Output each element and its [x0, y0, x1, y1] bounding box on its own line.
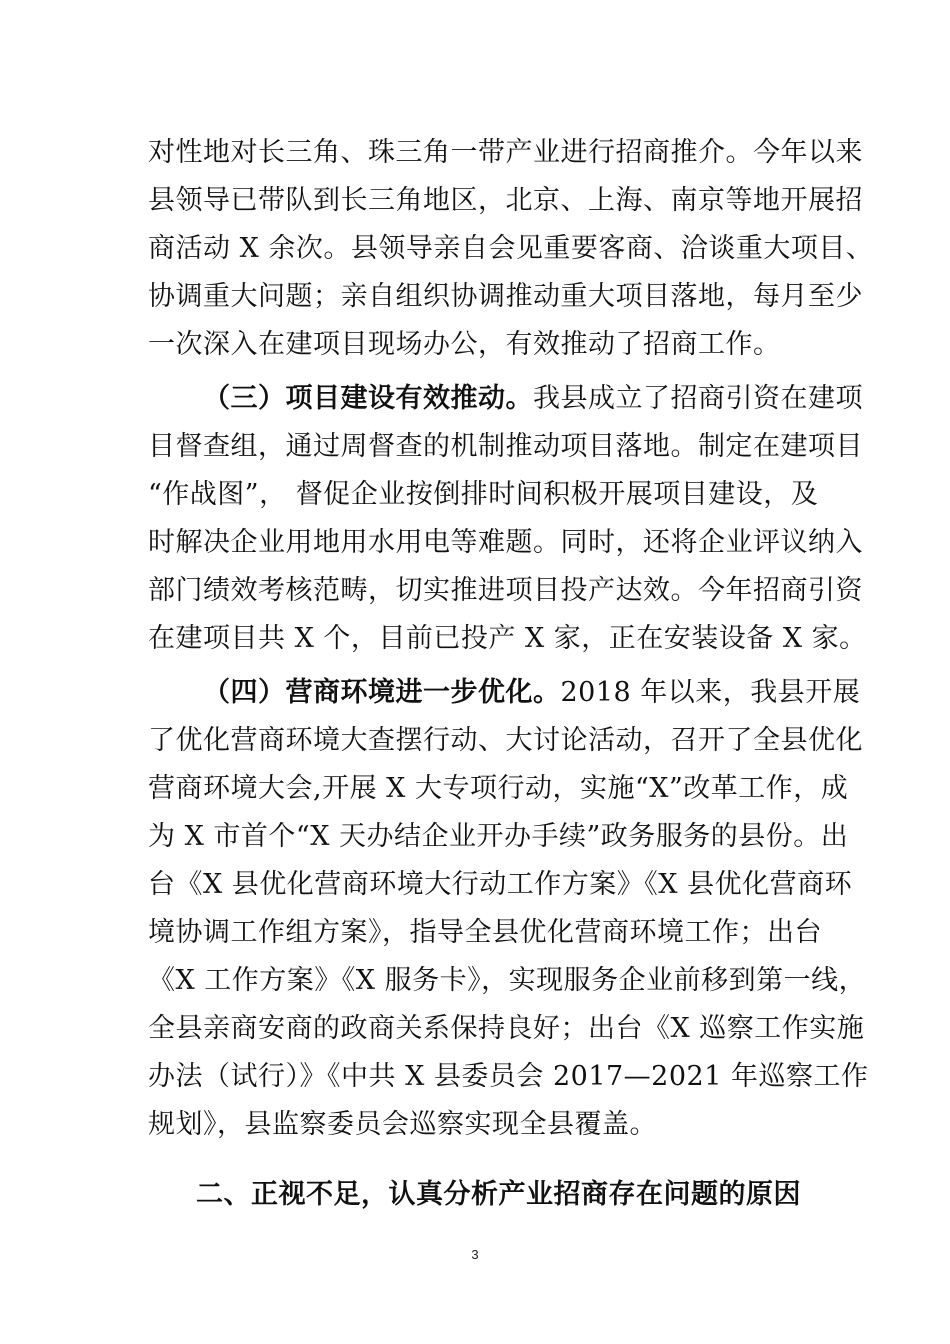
body-line-1: 对性地对长三角、珠三角一带产业进行招商推介。今年以来: [148, 137, 863, 168]
section3-lead: 我县成立了招商引资在建项: [533, 383, 863, 414]
page-number: 3: [471, 1247, 479, 1262]
section3-line-6: 在建项目共 X 个，目前已投产 X 家，正在安装设备 X 家。: [148, 623, 867, 654]
section3-line-5: 部门绩效考核范畴，切实推进项目投产达效。今年招商引资: [148, 575, 863, 606]
section3-first-line: [203, 382, 863, 416]
body-line-3: 商活动 X 余次。县领导亲自会见重要客商、洽谈重大项目、: [148, 233, 874, 264]
section-heading-2: 二、正视不足，认真分析产业招商存在问题的原因: [196, 1179, 801, 1210]
section4-line-9: 办法（试行）》《中共 X 县委员会 2017—2021 年巡察工作: [148, 1061, 869, 1092]
section3-line-4: 时解决企业用地用水用电等难题。同时，还将企业评议纳入: [148, 527, 863, 558]
body-line-4: 协调重大问题；亲自组织协调推动重大项目落地，每月至少: [148, 281, 863, 312]
section4-line-5: 台《X 县优化营商环境大行动工作方案》《X 县优化营商环: [148, 869, 853, 900]
section4-line-6: 境协调工作组方案》，指导全县优化营商环境工作；出台: [148, 917, 822, 948]
section3-line-3: “作战图”， 督促企业按倒排时间积极开展项目建设，及: [148, 479, 819, 510]
section4-line-7: 《X 工作方案》《X 服务卡》，实现服务企业前移到第一线，: [148, 965, 867, 996]
body-line-5: 一次深入在建项目现场办公，有效推动了招商工作。: [148, 329, 781, 360]
section4-lead: 2018 年以来，我县开展: [560, 677, 861, 708]
section4-line-8: 全县亲商安商的政商关系保持良好；出台《X 巡察工作实施: [148, 1013, 865, 1044]
section4-title: （四）营商环境进一步优化。: [203, 677, 561, 708]
section4-line-4: 为 X 市首个“X 天办结企业开办手续”政务服务的县份。出: [148, 821, 849, 852]
section4-line-3: 营商环境大会,开展 X 大专项行动，实施“X”改革工作，成: [148, 773, 849, 804]
section4-line-2: 了优化营商环境大查摆行动、大讨论活动，召开了全县优化: [148, 725, 863, 756]
section3-title: （三）项目建设有效推动。: [203, 383, 533, 414]
section4-first-line: [203, 676, 860, 710]
section4-line-10: 规划》，县监察委员会巡察实现全县覆盖。: [148, 1109, 657, 1140]
section3-line-2: 目督查组，通过周督查的机制推动项目落地。制定在建项目: [148, 431, 863, 462]
body-line-2: 县领导已带队到长三角地区，北京、上海、南京等地开展招: [148, 185, 863, 216]
